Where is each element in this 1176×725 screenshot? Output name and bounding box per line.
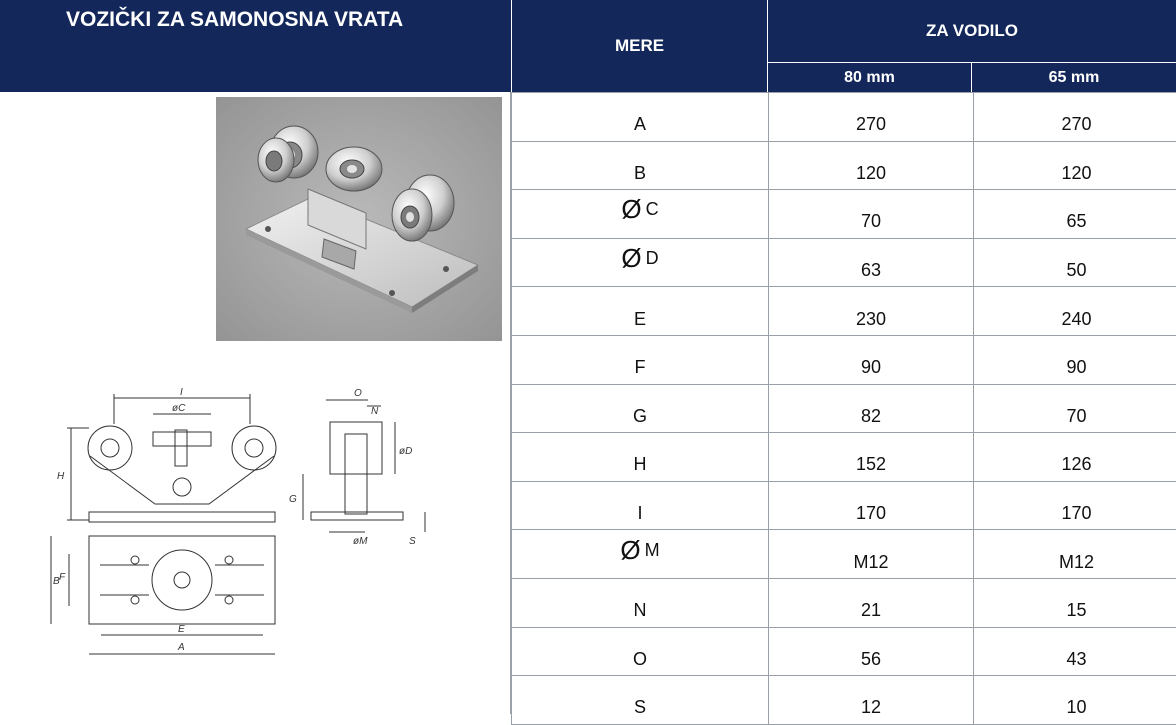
table-row: [512, 93, 1176, 142]
cell-80mm: [769, 190, 974, 239]
cell-mere: [512, 335, 769, 384]
cell-65mm: [974, 190, 1176, 239]
cell-mere: [512, 481, 769, 530]
dim-label-d: øD: [399, 446, 412, 457]
mere-label: A: [634, 114, 646, 135]
header-80mm: 80 mm: [767, 62, 971, 92]
cell-65mm: [974, 93, 1176, 142]
cell-65mm: [974, 627, 1176, 676]
mere-label-wrap: [621, 243, 658, 274]
dim-label-c: øC: [172, 403, 186, 414]
cell-80mm: [769, 238, 974, 287]
value-text: 126: [1061, 454, 1091, 475]
mere-label: C: [646, 199, 659, 220]
diameter-icon: Ø: [621, 194, 641, 224]
value-text: 120: [856, 163, 886, 184]
value-text: 70: [1066, 406, 1086, 427]
cell-80mm: [769, 93, 974, 142]
dim-label-h: H: [57, 471, 65, 482]
dim-label-o: O: [354, 388, 362, 399]
cell-65mm: [974, 384, 1176, 433]
value-text: 270: [856, 114, 886, 135]
dim-label-n: N: [371, 406, 379, 417]
cell-80mm: [769, 433, 974, 482]
dim-label-m: øM: [353, 536, 368, 547]
mere-label: G: [633, 406, 647, 427]
illustration-panel: [0, 92, 511, 714]
cell-mere: [512, 287, 769, 336]
dim-label-b: B: [53, 576, 60, 587]
value-text: 21: [861, 600, 881, 621]
cell-65mm: [974, 287, 1176, 336]
cell-mere: [512, 190, 769, 239]
cell-80mm: [769, 141, 974, 190]
value-text: 10: [1066, 697, 1086, 718]
mere-label-wrap: [634, 697, 646, 718]
cell-80mm: [769, 676, 974, 725]
mere-label-wrap: [633, 406, 647, 427]
mere-label: M: [645, 540, 660, 561]
cell-65mm: [974, 141, 1176, 190]
table-row: [512, 530, 1176, 579]
table-row: [512, 481, 1176, 530]
cell-80mm: [769, 578, 974, 627]
value-text: 170: [1061, 503, 1091, 524]
mere-label-wrap: [620, 535, 659, 566]
mere-label: N: [634, 600, 647, 621]
cell-65mm: [974, 676, 1176, 725]
cell-80mm: [769, 627, 974, 676]
cell-mere: [512, 238, 769, 287]
value-text: 12: [861, 697, 881, 718]
cell-65mm: [974, 530, 1176, 579]
value-text: M12: [853, 552, 888, 573]
table-row: [512, 190, 1176, 239]
mere-label-wrap: [634, 163, 646, 184]
cell-65mm: [974, 238, 1176, 287]
mere-label: D: [646, 248, 659, 269]
cell-65mm: [974, 335, 1176, 384]
value-text: 65: [1066, 211, 1086, 232]
value-text: 90: [1066, 357, 1086, 378]
value-text: 63: [861, 260, 881, 281]
mere-label: S: [634, 697, 646, 718]
mere-label-wrap: [633, 649, 647, 670]
diameter-icon: Ø: [620, 535, 640, 565]
cell-80mm: [769, 481, 974, 530]
technical-drawing: [45, 384, 445, 674]
table-row: [512, 578, 1176, 627]
table-row: [512, 335, 1176, 384]
header-za-vodilo: ZA VODILO: [767, 0, 1176, 62]
value-text: 56: [861, 649, 881, 670]
cell-mere: [512, 141, 769, 190]
cell-80mm: [769, 384, 974, 433]
value-text: 70: [861, 211, 881, 232]
mere-label: I: [637, 503, 642, 524]
cell-mere: [512, 93, 769, 142]
value-text: 15: [1066, 600, 1086, 621]
value-text: 230: [856, 309, 886, 330]
mere-label-wrap: [635, 357, 646, 378]
cell-65mm: [974, 433, 1176, 482]
table-row: [512, 627, 1176, 676]
cell-mere: [512, 676, 769, 725]
table-row: [512, 238, 1176, 287]
value-text: 43: [1066, 649, 1086, 670]
mere-label: O: [633, 649, 647, 670]
mere-label-wrap: [637, 503, 642, 524]
value-text: M12: [1059, 552, 1094, 573]
table-row: [512, 384, 1176, 433]
value-text: 240: [1061, 309, 1091, 330]
value-text: 120: [1061, 163, 1091, 184]
cell-80mm: [769, 335, 974, 384]
dim-label-a: A: [177, 642, 185, 653]
mere-label-wrap: [621, 194, 658, 225]
product-photo: [216, 97, 502, 341]
mere-label: E: [634, 309, 646, 330]
cell-65mm: [974, 481, 1176, 530]
cell-mere: [512, 530, 769, 579]
mere-label: B: [634, 163, 646, 184]
mere-label-wrap: [634, 454, 647, 475]
value-text: 90: [861, 357, 881, 378]
mere-label-wrap: [634, 600, 647, 621]
cell-mere: [512, 627, 769, 676]
value-text: 270: [1061, 114, 1091, 135]
cell-mere: [512, 578, 769, 627]
table-row: [512, 287, 1176, 336]
table-row: [512, 676, 1176, 725]
diameter-icon: Ø: [621, 243, 641, 273]
header-65mm: 65 mm: [971, 62, 1176, 92]
mere-label-wrap: [634, 114, 646, 135]
dim-label-s: S: [409, 536, 416, 547]
mere-label: F: [635, 357, 646, 378]
dim-label-f: F: [59, 572, 66, 583]
cell-mere: [512, 384, 769, 433]
dim-label-g: G: [289, 494, 297, 505]
table-row: [512, 433, 1176, 482]
mere-label-wrap: [634, 309, 646, 330]
value-text: 152: [856, 454, 886, 475]
dim-label-i: I: [180, 387, 183, 398]
page-title: VOZIČKI ZA SAMONOSNA VRATA: [0, 0, 511, 92]
dim-label-e: E: [178, 624, 185, 635]
header-mere: MERE: [511, 0, 767, 92]
cell-mere: [512, 433, 769, 482]
table-row: [512, 141, 1176, 190]
cell-80mm: [769, 287, 974, 336]
value-text: 50: [1066, 260, 1086, 281]
cell-65mm: [974, 578, 1176, 627]
value-text: 170: [856, 503, 886, 524]
mere-label: H: [634, 454, 647, 475]
dimensions-table: [511, 92, 1176, 725]
cell-80mm: [769, 530, 974, 579]
value-text: 82: [861, 406, 881, 427]
